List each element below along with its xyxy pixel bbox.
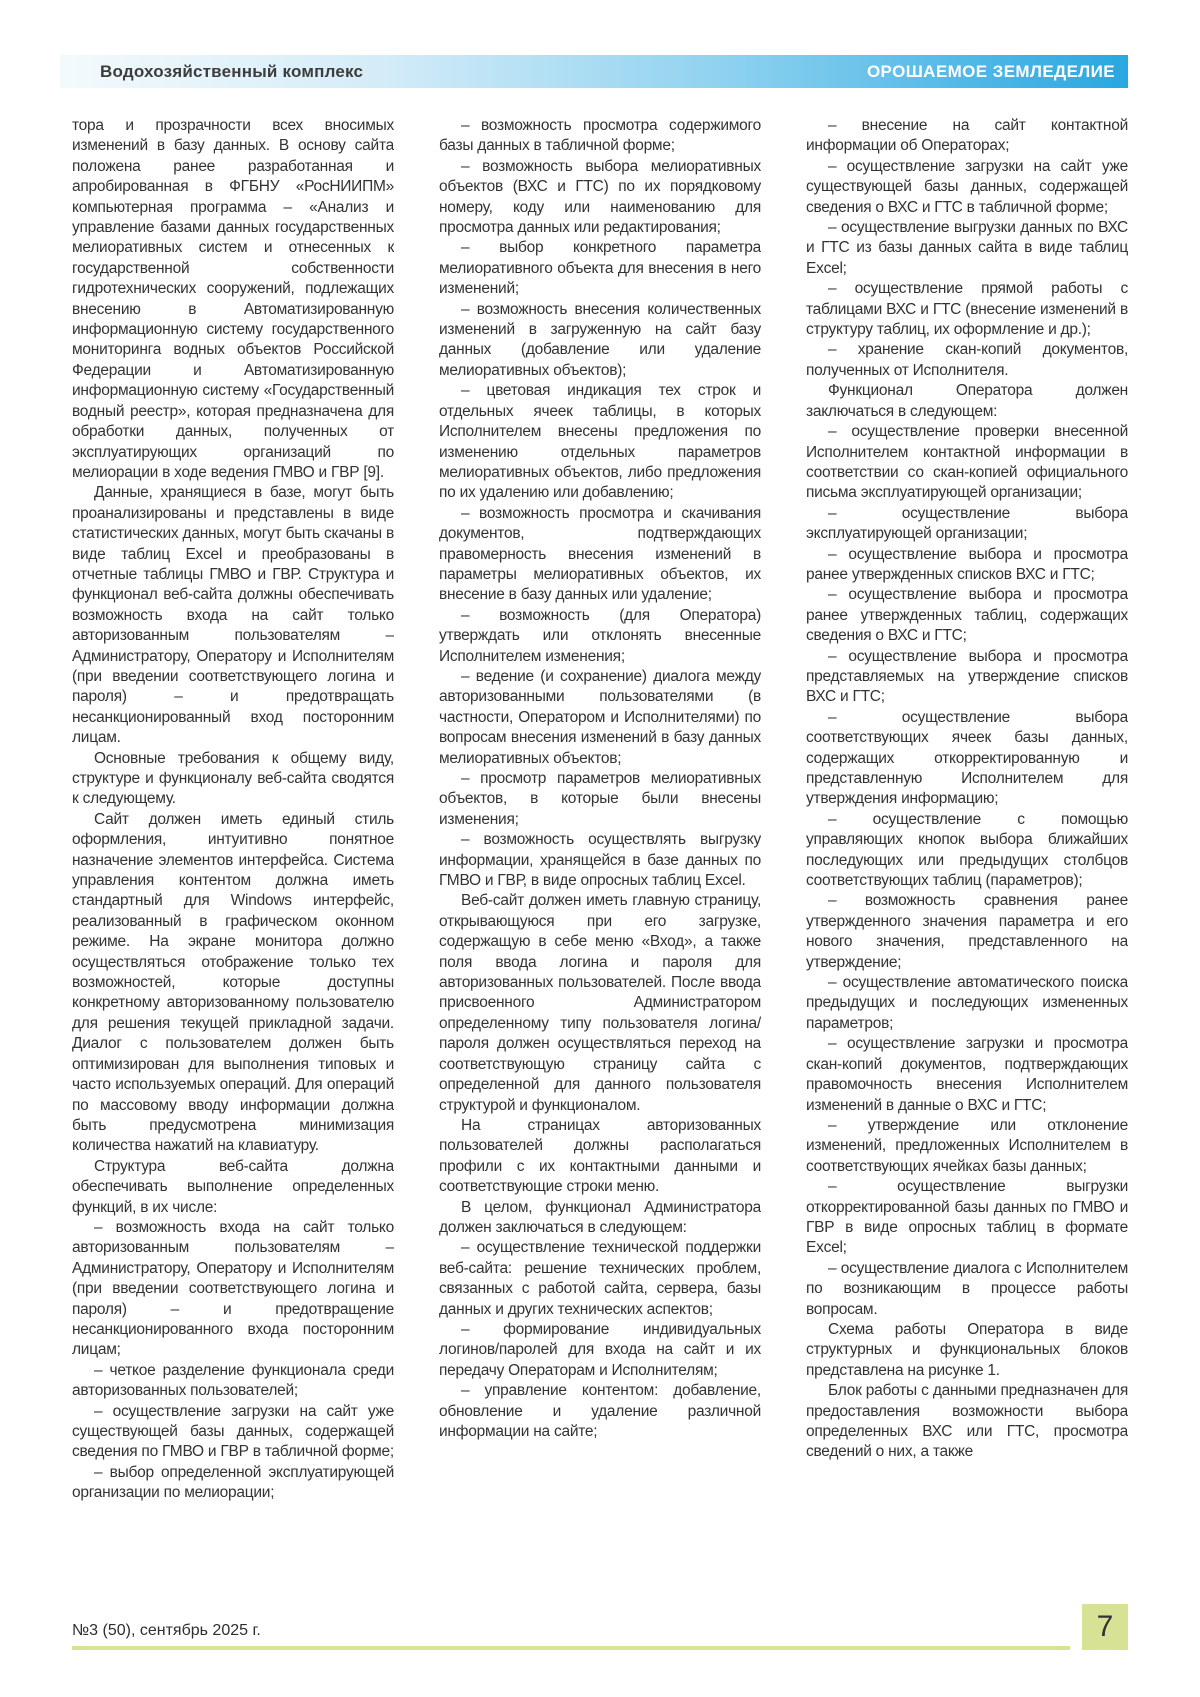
- paragraph: – осуществление с помощью управляющих кнопок выбора ближайших последующих или предыдущих столбцов соответствующих таблиц (параметров);: [806, 810, 1128, 890]
- paragraph: – осуществление выбора и просмотра ранее утвержденных списков ВХС и ГТС;: [806, 545, 1128, 583]
- paragraph: – возможность внесения количественных изменений в загруженную на сайт базу данных (добавление или удаление мелиоративных объектов);: [439, 300, 761, 379]
- paragraph: – осуществление технической поддержки веб-сайта: решение технических проблем, связанных с работой сайта, сервера, базы данных и других технических аспектов;: [439, 1239, 761, 1318]
- paragraph: – ведение (и сохранение) диалога между авторизованными пользователями (в частности, Оператором и Исполнителями) по вопросам внесения изменений в базу данных мелиоративных объектов;: [439, 667, 761, 767]
- paragraph: Структура веб-сайта должна обеспечивать выполнение определенных функций, в их числе:: [72, 1157, 394, 1216]
- paragraph: – осуществление выгрузки откорректированной базы данных по ГМВО и ГВР в виде опросных таблиц в формате Excel;: [806, 1178, 1128, 1257]
- paragraph: тора и прозрачности всех вносимых изменений в базу данных. В основу сайта положена ранее разработанная и апробированная в ФГБНУ «РосНИИПМ» компьютерная программа – «Анализ и управление базами данных государственных мелиоративных систем и отнесенных к государственной собственности гидротехнических сооружений, подлежащих внесению в Автоматизированную информационную систему государственного мониторинга водных объектов Российской Федерации и Автоматизированную информационную систему «Государственный водный реестр», которая предназначена для обработки данных, полученных от эксплуатирующих организаций по мелиорации в ходе ведения ГМВО и ГВР [9].: [72, 117, 394, 481]
- paragraph: – четкое разделение функционала среди авторизованных пользователей;: [72, 1361, 394, 1400]
- header-section-left: Водохозяйственный комплекс: [100, 61, 364, 81]
- paragraph: Основные требования к общему виду, структуре и функционалу веб-сайта сводятся к следующему.: [72, 749, 394, 808]
- paragraph: – возможность просмотра содержимого базы данных в табличной форме;: [439, 117, 761, 155]
- paragraph: – осуществление выбора соответствующих ячеек базы данных, содержащих откорректированную и представленную Исполнителем для утверждения информацию;: [806, 708, 1128, 808]
- paragraph: – осуществление загрузки и просмотра скан-копий документов, подтверждающих правомочность внесения Исполнителем изменений в данные о ВХС и ГТС;: [806, 1035, 1128, 1114]
- paragraph: – осуществление загрузки на сайт уже существующей базы данных, содержащей сведения по ГМВО и ГВР в табличной форме;: [72, 1402, 394, 1461]
- paragraph: Схема работы Оператора в виде структурных и функциональных блоков представлена на рисунке 1.: [806, 1320, 1128, 1379]
- paragraph: Блок работы с данными предназначен для предоставления возможности выбора определенных ВХС или ГТС, просмотра сведений о них, а также: [806, 1382, 1128, 1461]
- paragraph: – осуществление диалога с Исполнителем по возникающим в процессе работы вопросам.: [806, 1259, 1128, 1318]
- footer-rule: [72, 1646, 1070, 1650]
- paragraph: – возможность просмотра и скачивания документов, подтверждающих правомерность внесения изменений в параметры мелиоративных объектов, их внесение в базу данных или удаление;: [439, 504, 761, 604]
- paragraph: – осуществление проверки внесенной Исполнителем контактной информации в соответствии со скан-копией официального письма эксплуатирующей организации;: [806, 423, 1128, 502]
- text-column-2: [439, 116, 761, 1586]
- paragraph: – осуществление прямой работы с таблицами ВХС и ГТС (внесение изменений в структуру таблиц, их оформление и др.);: [806, 280, 1128, 339]
- paragraph: – осуществление автоматического поиска предыдущих и последующих измененных параметров;: [806, 974, 1128, 1032]
- header-section-right: ОРОШАЕМОЕ ЗЕМЛЕДЕЛИЕ: [866, 61, 1115, 81]
- paragraph: – формирование индивидуальных логинов/паролей для входа на сайт и их передачу Операторам и Исполнителям;: [439, 1320, 761, 1379]
- paragraph: – внесение на сайт контактной информации об Операторах;: [806, 117, 1128, 155]
- paragraph: – выбор определенной эксплуатирующей организации по мелиорации;: [72, 1463, 394, 1502]
- journal-header: [60, 55, 1128, 88]
- paragraph: – управление контентом: добавление, обновление и удаление различной информации на сайте;: [439, 1382, 761, 1440]
- page-number-badge: 7: [1082, 1604, 1128, 1650]
- paragraph: – возможность входа на сайт только авторизованным пользователям – Администратору, Оператору и Исполнителям (при введении соответствующего логина и пароля) – и предотвращение несанкционированного входа посторонним лицам;: [72, 1218, 394, 1359]
- paragraph: – осуществление выбора и просмотра ранее утвержденных таблиц, содержащих сведения о ВХС и ГТС;: [806, 586, 1128, 645]
- paragraph: – осуществление выгрузки данных по ВХС и ГТС из базы данных сайта в виде таблиц Excel;: [806, 219, 1128, 277]
- paragraph: – осуществление выбора и просмотра представляемых на утверждение списков ВХС и ГТС;: [806, 647, 1128, 706]
- paragraph: – хранение скан-копий документов, полученных от Исполнителя.: [806, 341, 1128, 379]
- paragraph: Данные, хранящиеся в базе, могут быть проанализированы и представлены в виде статистических данных, могут быть скачаны в виде таблиц Excel и преобразованы в отчетные таблицы ГМВО и ГВР. Структура и функционал веб-сайта должны обеспечивать возможность входа на сайт только авторизованным пользователям – Администратору, Оператору и Исполнителям (при введении соответствующего логина и пароля) – и предотвращать несанкционированный вход посторонним лицам.: [72, 484, 394, 747]
- paragraph: Сайт должен иметь единый стиль оформления, интуитивно понятное назначение элементов интерфейса. Система управления контентом должна иметь стандартный для Windows интерфейс, реализованный в графическом оконном режиме. На экране монитора должно осуществляться отображение только тех возможностей, которые доступны конкретному авторизованному пользователю для решения текущей прикладной задачи. Диалог с пользователем должен быть оптимизирован для выполнения типовых и часто используемых операций. Для операций по массовому вводу информации должна быть предусмотрена минимизация количества нажатий на клавиатуру.: [72, 810, 394, 1155]
- paragraph: – цветовая индикация тех строк и отдельных ячеек таблицы, в которых Исполнителем внесены предложения по изменению отдельных параметров мелиоративных объектов, либо предложения по их удалению или добавлению;: [439, 382, 761, 502]
- text-column-3: [806, 116, 1128, 1586]
- footer-issue-label: №3 (50), сентябрь 2025 г.: [72, 1622, 261, 1639]
- text-column-1: [72, 116, 394, 1586]
- paragraph: – утверждение или отклонение изменений, предложенных Исполнителем в соответствующих ячейках базы данных;: [806, 1116, 1128, 1175]
- paragraph: – возможность сравнения ранее утвержденного значения параметра и его нового значения, представленного на утверждение;: [806, 892, 1128, 971]
- paragraph: – просмотр параметров мелиоративных объектов, в которые были внесены изменения;: [439, 770, 761, 828]
- article-body: [72, 116, 1128, 1586]
- paragraph: – возможность осуществлять выгрузку информации, хранящейся в базе данных по ГМВО и ГВР, в виде опросных таблиц Excel.: [439, 831, 761, 890]
- paragraph: – осуществление выбора эксплуатирующей организации;: [806, 504, 1128, 543]
- paragraph: Веб-сайт должен иметь главную страницу, открывающуюся при его загрузке, содержащую в себе меню «Вход», а также поля ввода логина и пароля для авторизованных пользователей. После ввода присвоенного Администратором определенному типу пользователя логина/пароля должен осуществляться переход на соответствующую страницу сайта с определенной для данного пользователя структурой и функционалом.: [439, 892, 761, 1114]
- paragraph: – возможность (для Оператора) утверждать или отклонять внесенные Исполнителем изменения;: [439, 606, 761, 665]
- paragraph: На страницах авторизованных пользователей должны располагаться профили с их контактными данными и соответствующие строки меню.: [439, 1116, 761, 1196]
- paragraph: – выбор конкретного параметра мелиоративного объекта для внесения в него изменений;: [439, 239, 761, 298]
- paragraph: В целом, функционал Администратора должен заключаться в следующем:: [439, 1198, 761, 1236]
- paragraph: – возможность выбора мелиоративных объектов (ВХС и ГТС) по их порядковому номеру, коду или наименованию для просмотра данных или редактирования;: [439, 157, 761, 237]
- paragraph: Функционал Оператора должен заключаться в следующем:: [806, 382, 1128, 420]
- paragraph: – осуществление загрузки на сайт уже существующей базы данных, содержащей сведения о ВХС и ГТС в табличной форме;: [806, 157, 1128, 216]
